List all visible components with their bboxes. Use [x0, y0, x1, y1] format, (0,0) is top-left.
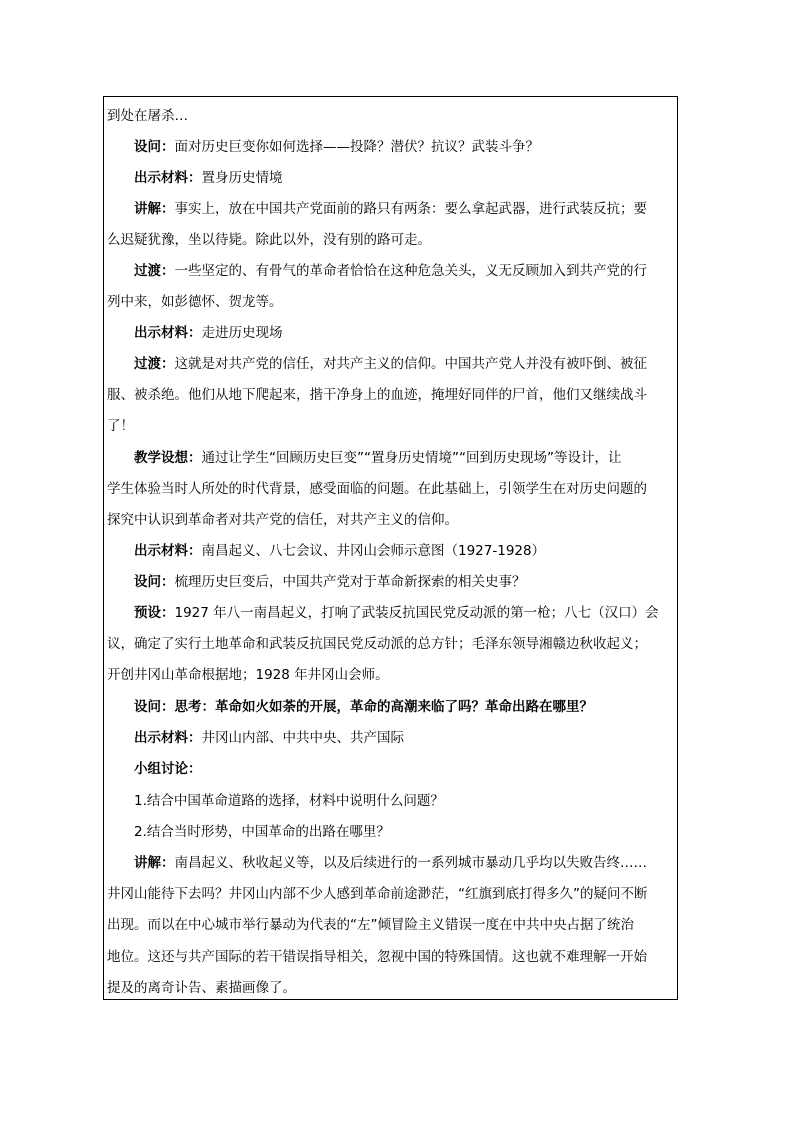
- paragraph-line: [107, 629, 675, 660]
- paragraph-text: 开创井冈山革命根据地；1928 年井冈山会师。: [107, 667, 389, 684]
- paragraph-label: 小组讨论：: [134, 761, 202, 777]
- paragraph-line: [107, 505, 675, 536]
- paragraph-line: [107, 973, 675, 1004]
- paragraph-label: 讲解：: [134, 201, 175, 217]
- paragraph: [107, 692, 675, 723]
- paragraph-text: 面对历史巨变你如何选择——投降？潜伏？抗议？武装斗争？: [174, 139, 539, 155]
- paragraph: [107, 101, 675, 132]
- paragraph: [107, 443, 675, 537]
- paragraph-text: 置身历史情境: [201, 170, 283, 186]
- paragraph-text: 1927 年八一南昌起义，打响了武装反抗国民党反动派的第一枪；八七（汉口）会: [174, 605, 659, 621]
- paragraph-label: 设问：: [134, 139, 175, 155]
- paragraph-line: [107, 536, 675, 567]
- paragraph-text: 事实上，放在中国共产党面前的路只有两条：要么拿起武器，进行武装反抗；要: [174, 201, 647, 217]
- paragraph-line: [107, 598, 675, 629]
- paragraph-label: 教学设想：: [134, 450, 202, 466]
- paragraph-text: 走进历史现场: [201, 325, 283, 341]
- paragraph-text: 这就是对共产党的信任，对共产主义的信仰。中国共产党人并没有被吓倒、被征: [174, 356, 647, 372]
- paragraph-line: [107, 318, 675, 349]
- paragraph-text: 了！: [107, 418, 134, 435]
- paragraph-text: 学生体验当时人所处的时代背景，感受面临的问题。在此基础上，引领学生在对历史问题的: [107, 481, 647, 498]
- paragraph-line: [107, 567, 675, 598]
- paragraph-label: 出示材料：: [134, 170, 202, 186]
- paragraph-text: 2.结合当时形势，中国革命的出路在哪里？: [134, 824, 390, 840]
- paragraph: [107, 723, 675, 754]
- paragraph-line: [107, 848, 675, 879]
- paragraph-line: [107, 349, 675, 380]
- paragraph-line: [107, 101, 675, 132]
- paragraph: [107, 318, 675, 349]
- paragraph-label: 出示材料：: [134, 730, 202, 746]
- paragraph-text: 井冈山能待下去吗？井冈山内部不少人感到革命前途渺茫，“红旗到底打得多久”的疑问不断: [107, 886, 648, 903]
- paragraph-text: 地位。这还与共产国际的若干错误指导相关，忽视中国的特殊国情。这也就不难理解一开始: [107, 948, 647, 965]
- paragraph-text: 南昌起义、秋收起义等，以及后续进行的一系列城市暴动几乎均以失败告终……: [174, 855, 647, 871]
- paragraph: [107, 786, 675, 817]
- paragraph-line: [107, 474, 675, 505]
- paragraph: [107, 163, 675, 194]
- paragraph-text: 到处在屠杀…: [107, 108, 188, 124]
- paragraph-line: [107, 380, 675, 411]
- paragraph-line: [107, 256, 675, 287]
- paragraph-label: 出示材料：: [134, 325, 202, 341]
- paragraph-text: 一些坚定的、有骨气的革命者恰恰在这种危急关头，义无反顾加入到共产党的行: [174, 263, 647, 279]
- paragraph-text: 通过让学生“回顾历史巨变”“置身历史情境”“回到历史现场”等设计，让: [201, 450, 622, 466]
- paragraph-line: [107, 692, 675, 723]
- paragraph: [107, 567, 675, 598]
- paragraph: [107, 817, 675, 848]
- paragraph-text: 南昌起义、八七会议、井冈山会师示意图（1927-1928）: [201, 543, 546, 559]
- paragraph-line: [107, 225, 675, 256]
- paragraph-label: 过渡：: [134, 263, 175, 279]
- paragraph-label: 设问：: [134, 699, 175, 715]
- paragraph: [107, 349, 675, 443]
- paragraph-line: [107, 817, 675, 848]
- paragraph-text: 出现。而以在中心城市举行暴动为代表的“左”倾冒险主义错误一度在中共中央占据了统治: [107, 917, 634, 934]
- paragraph-line: [107, 660, 675, 691]
- paragraph-label: 预设：: [134, 605, 175, 621]
- paragraph: [107, 754, 675, 785]
- paragraph-text: 么迟疑犹豫，坐以待毙。除此以外，没有别的路可走。: [107, 232, 431, 249]
- paragraph-line: [107, 879, 675, 910]
- paragraph-label: 过渡：: [134, 356, 175, 372]
- paragraph-line: [107, 910, 675, 941]
- paragraph: [107, 194, 675, 256]
- paragraph: [107, 132, 675, 163]
- paragraph-line: [107, 443, 675, 474]
- paragraph-label: 出示材料：: [134, 543, 202, 559]
- paragraph-line: [107, 132, 675, 163]
- paragraph-line: [107, 194, 675, 225]
- paragraph-text: 思考：革命如火如荼的开展，革命的高潮来临了吗？革命出路在哪里？: [174, 699, 593, 715]
- paragraph-text: 提及的离奇讣告、素描画像了。: [107, 979, 296, 996]
- paragraph-text: 服、被杀绝。他们从地下爬起来，揩干净身上的血迹，掩埋好同伴的尸首，他们又继续战斗: [107, 387, 647, 404]
- paragraph-text: 探究中认识到革命者对共产党的信任，对共产主义的信仰。: [107, 512, 458, 529]
- paragraph: [107, 598, 675, 692]
- paragraph-text: 议，确定了实行土地革命和武装反抗国民党反动派的总方针；毛泽东领导湘赣边秋收起义；: [107, 636, 647, 653]
- paragraph-line: [107, 942, 675, 973]
- paragraph-text: 梳理历史巨变后，中国共产党对于革命新探索的相关史事？: [174, 574, 526, 590]
- paragraph-text: 1.结合中国革命道路的选择，材料中说明什么问题？: [134, 793, 444, 809]
- paragraph-line: [107, 754, 675, 785]
- paragraph-line: [107, 163, 675, 194]
- paragraph: [107, 536, 675, 567]
- paragraph-text: 井冈山内部、中共中央、共产国际: [201, 730, 404, 746]
- paragraph: [107, 848, 675, 1004]
- paragraph-line: [107, 287, 675, 318]
- paragraph-line: [107, 786, 675, 817]
- paragraph: [107, 256, 675, 318]
- paragraph-text: 列中来，如彭德怀、贺龙等。: [107, 294, 283, 311]
- paragraph-label: 讲解：: [134, 855, 175, 871]
- paragraph-line: [107, 411, 675, 442]
- paragraph-label: 设问：: [134, 574, 175, 590]
- paragraph-line: [107, 723, 675, 754]
